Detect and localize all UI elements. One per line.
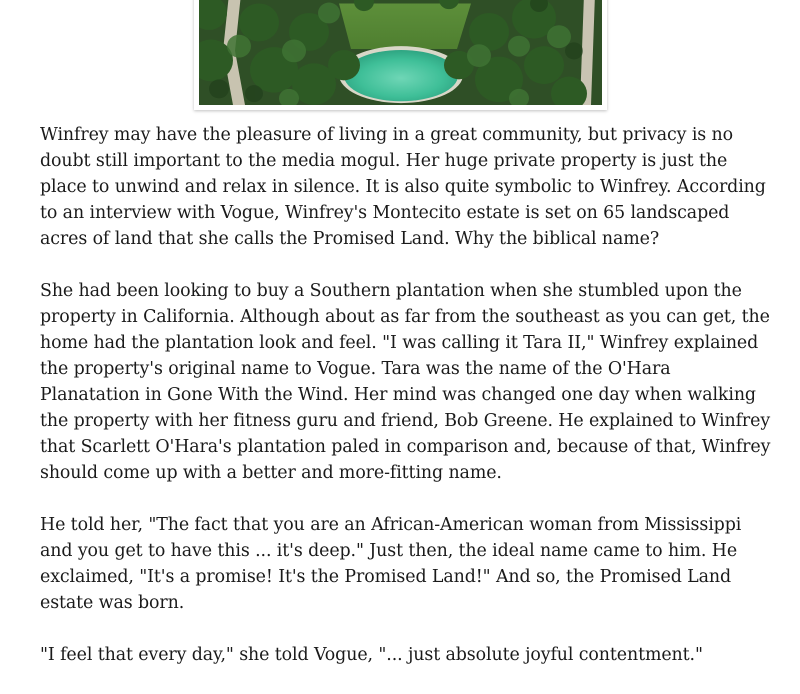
article-paragraph: "I feel that every day," she told Vogue, "... just absolute joyful contentment." [40, 645, 703, 665]
article-paragraph: She had been looking to buy a Southern plantation when she stumbled upon the property in California. Although about as far from the southeast as you can get, the home had the plantation look and feel. "I was calling it Tara II," Winfrey explained the property's original name to Vogue. Tara was the name of the O'Hara Planatation in Gone With the Wind. Her mind was changed one day when walking the property with her fitness guru and friend, Bob Greene. He explained to Winfrey that Scarlett O'Hara's plantation paled in comparison and, because of that, Winfrey should come up with a better and more-fitting name. [40, 281, 771, 483]
article-photo [194, 0, 607, 110]
aerial-estate-garden-photo [199, 0, 602, 105]
article-paragraph: Winfrey may have the pleasure of living in a great community, but privacy is no doubt still important to the media mogul. Her huge private property is just the place to unwind and relax in silence. It is also quite symbolic to Winfrey. According to an interview with Vogue, Winfrey's Montecito estate is set on 65 landscaped acres of land that she calls the Promised Land. Why the biblical name? [40, 125, 766, 249]
article-paragraph: He told her, "The fact that you are an African-American woman from Mississippi and you get to have this ... it's deep." Just then, the ideal name came to him. He exclaimed, "It's a promise! It's the Promised Land!" And so, the Promised Land estate was born. [40, 515, 742, 613]
article-body [40, 122, 775, 694]
